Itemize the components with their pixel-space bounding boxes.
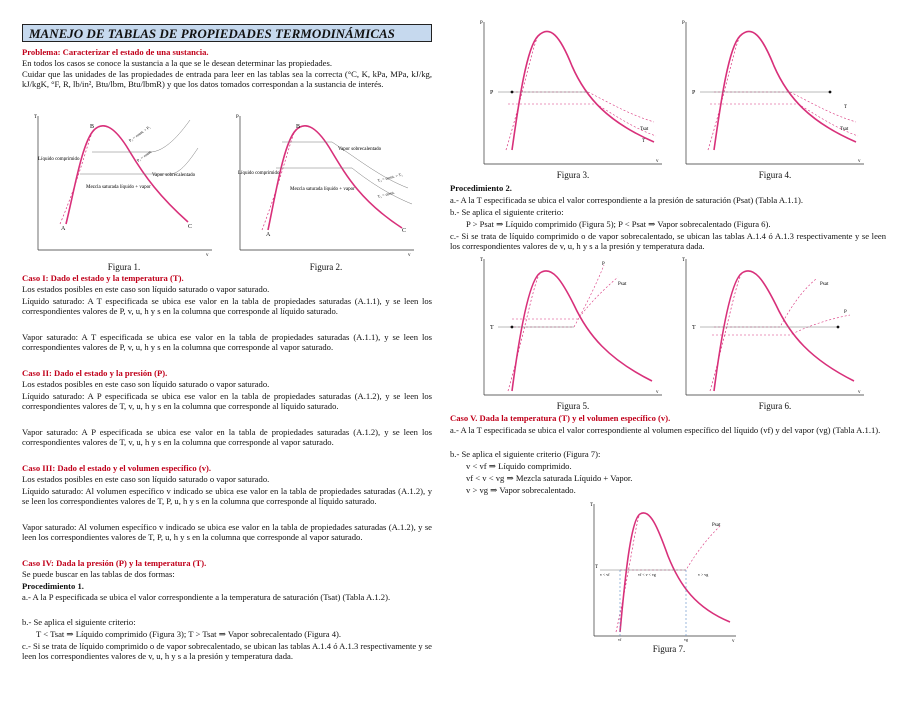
fig6-axis-v: v [858,390,861,395]
fig1-point-c: C [188,224,193,230]
fig4-label-tsat: Tsat [840,127,849,132]
procedure-2-heading: Procedimiento 2. [450,183,512,193]
problem-heading: Problema: Caracterizar el estado de una sustancia. [22,47,209,57]
page-title: MANEJO DE TABLAS DE PROPIEDADES TERMODINÁMICAS [22,24,432,42]
case-2-line-1: Los estados posibles en este caso son líquido saturado o vapor saturado. [22,379,270,389]
figure-4-diagram [680,18,870,168]
case-4-line-1: Se puede buscar en las tablas de dos formas: [22,569,175,579]
figure-5-caption: Figura 5. [556,401,590,411]
procedure-1-step-b: b.- Se aplica el siguiente criterio: [22,617,136,627]
figure-7-caption: Figura 7. [652,644,686,654]
case-5-criterion-1: v < vf ⇒ Líquido comprimido. [466,461,572,471]
procedure-2-criterion: P > Psat ⇒ Líquido comprimido (Figura 5); P < Psat ⇒ Vapor sobrecalentado (Figura 6). [466,219,771,229]
figure-3-diagram [478,18,668,168]
case-3-heading: Caso III: Dado el estado y el volumen específico (v). [22,463,212,473]
fig1-axis-t: T [34,115,38,120]
case-1-line-2: Líquido saturado: A T especificada se ubica ese valor en la tabla de propiedades saturadas (A.1.1), y se leen los correspondientes valores de P, v, u, h y s en la columna que corresponde al líquido saturado. [22,296,432,317]
fig2-label-t2: T₂ = const. > T₁ [376,171,403,183]
fig1-label-vapor: Vapor sobrecalentado [152,173,196,178]
fig2-label-mix: Mezcla saturada líquido + vapor [290,187,355,192]
fig1-axis-v: v [206,253,209,258]
fig7-axis-v: v [732,639,735,642]
fig3-axis-v: v [656,159,659,164]
procedure-2-step-c: c.- Si se trata de líquido comprimido o de vapor sobrecalentado, se ubican las tablas A.1.4 ó A.1.3 respectivamente y se leen los correspondientes valores de v, u, h y s a la presión y temperatura dada. [450,231,886,252]
fig5-label-psat: Psat [618,282,627,287]
case-5-step-a: a.- A la T especificada se ubica el valor correspondiente al volumen específico del líquido (vf) y del vapor (vg) (Tabla A.1.1). [450,425,881,435]
case-2-line-2: Líquido saturado: A P especificada se ubica ese valor en la tabla de propiedades saturadas (A.1.2), y se leen los correspondientes valores de T, v, u, h y s en la columna que corresponde al líquido saturado. [22,391,432,412]
procedure-2-step-b: b.- Se aplica el siguiente criterio: [450,207,564,217]
figure-7-diagram [586,500,742,642]
procedure-2-step-a: a.- A la T especificada se ubica el valor correspondiente a la presión de saturación (Psat) (Tabla A.1.1). [450,195,803,205]
fig6-label-p: P [844,310,847,315]
problem-paragraph-1: En todos los casos se conoce la sustancia a la que se le desean determinar las propiedades. [22,58,332,68]
fig7-axis-t: T [590,503,594,508]
fig5-axis-v: v [656,390,659,395]
fig1-point-a: A [61,226,66,232]
fig3-label-tsat: Tsat [640,127,649,132]
fig1-label-liquid: Líquido comprimido [38,157,80,162]
fig7-label-psat: Psat [712,523,721,528]
fig7-label-vg: vg [684,637,688,642]
procedure-1-step-a: a.- A la P especificada se ubica el valor correspondiente a la temperatura de saturación (Tsat) (Tabla A.1.2). [22,592,391,602]
case-1-line-1: Los estados posibles en este caso son líquido saturado o vapor saturado. [22,284,270,294]
fig2-point-a: A [266,232,271,238]
figure-2-diagram [232,112,420,258]
fig6-label-psat: Psat [820,282,829,287]
fig7-region-2: vf < v < vg [638,572,656,577]
case-3-line-3: Vapor saturado: Al volumen específico v indicado se ubica ese valor en la tabla de propiedades saturadas (A.1.2), y se leen los correspondientes valores de T, P, u, h y s en la columna que corresponde al vapor saturado. [22,522,432,543]
figure-1-caption: Figura 1. [107,262,141,272]
fig4-axis-v: v [858,159,861,164]
fig2-point-c: C [402,228,407,234]
fig1-label-mix: Mezcla saturada líquido + vapor [86,185,151,190]
fig7-region-1: v < vf [600,572,610,577]
fig5-label-t: T [490,325,494,331]
case-1-heading: Caso I: Dado el estado y la temperatura (T). [22,273,184,283]
figure-5-diagram [478,255,668,399]
problem-paragraph-2: Cuidar que las unidades de las propiedades de entrada para leer en las tablas sea la correcta (°C, K, kPa, MPa, kJ/kg, kJ/kgK, °F, R, lb/in², Btu/lbm, Btu/lbmR) y que los datos tomados correspondan a la sustancia de interés. [22,69,432,90]
procedure-1-criterion: T < Tsat ⇒ Líquido comprimido (Figura 3); T > Tsat ⇒ Vapor sobrecalentado (Figura 4). [36,629,342,639]
fig5-label-p: P [602,262,605,267]
figure-3-caption: Figura 3. [556,170,590,180]
fig6-label-t: T [692,325,696,331]
fig7-label-t: T [595,565,599,570]
figure-6-caption: Figura 6. [758,401,792,411]
figure-1-diagram [30,112,218,258]
case-5-criterion-2: vf < v < vg ⇒ Mezcla saturada Líquido + Vapor. [466,473,633,483]
fig1-point-b: B [90,124,95,130]
fig4-label-t: T [844,105,848,110]
figure-2-caption: Figura 2. [309,262,343,272]
fig3-label-p: P [490,90,494,96]
case-3-line-2: Líquido saturado: Al volumen específico v indicado se ubica ese valor en la tabla de propiedades saturadas (A.1.2), y se leen los correspondientes valores de T, P, u, h y s en la columna que corresponde al líquido saturado. [22,486,432,507]
figure-4-caption: Figura 4. [758,170,792,180]
figure-6-diagram [680,255,870,399]
fig2-label-t1: T₁ = const. [376,189,396,199]
procedure-1-heading: Procedimiento 1. [22,581,84,591]
fig6-axis-t: T [682,258,686,263]
fig2-label-liquid: Líquido comprimido [238,171,280,176]
fig2-point-b: B [296,124,301,130]
fig7-region-3: v > vg [698,572,709,577]
case-2-heading: Caso II: Dado el estado y la presión (P). [22,368,168,378]
fig2-label-vapor: Vapor sobrecalentado [338,147,382,152]
fig3-label-t: T [642,139,646,144]
case-3-line-1: Los estados posibles en este caso son líquido saturado o vapor saturado. [22,474,270,484]
case-4-heading: Caso IV: Dada la presión (P) y la temperatura (T). [22,558,207,568]
case-1-line-3: Vapor saturado: A T especificada se ubica ese valor en la tabla de propiedades saturadas (A.1.1), y se leen los correspondientes valores de P, v, u, h y s en la columna que corresponde al vapor saturado. [22,332,432,353]
case-5-step-b: b.- Se aplica el siguiente criterio (Figura 7): [450,449,601,459]
case-5-heading: Caso V. Dada la temperatura (T) y el volumen específico (v). [450,413,671,423]
fig2-axis-v: v [408,253,411,258]
fig4-label-p: P [692,90,696,96]
procedure-1-step-c: c.- Si se trata de líquido comprimido o de vapor sobrecalentado, se ubican las tablas A.1.4 ó A.1.3 respectivamente y se leen los correspondientes valores de v, u, h y s a la presión y temperatura dada. [22,641,432,662]
case-2-line-3: Vapor saturado: A P especificada se ubica ese valor en la tabla de propiedades saturadas (A.1.2), y se leen los correspondientes valores de T, v, u, h y s en la columna que corresponde al vapor saturado. [22,427,432,448]
fig4-axis-p: P [682,21,685,26]
fig3-axis-p: P [480,21,483,26]
fig7-label-vf: vf [618,637,622,642]
case-5-criterion-3: v > vg ⇒ Vapor sobrecalentado. [466,485,576,495]
fig1-label-p2: P₂ = const. > P₁ [127,124,152,143]
fig2-axis-p: P [236,115,239,120]
fig5-axis-t: T [480,258,484,263]
fig1-label-p1: P₁ = const. [135,148,153,163]
